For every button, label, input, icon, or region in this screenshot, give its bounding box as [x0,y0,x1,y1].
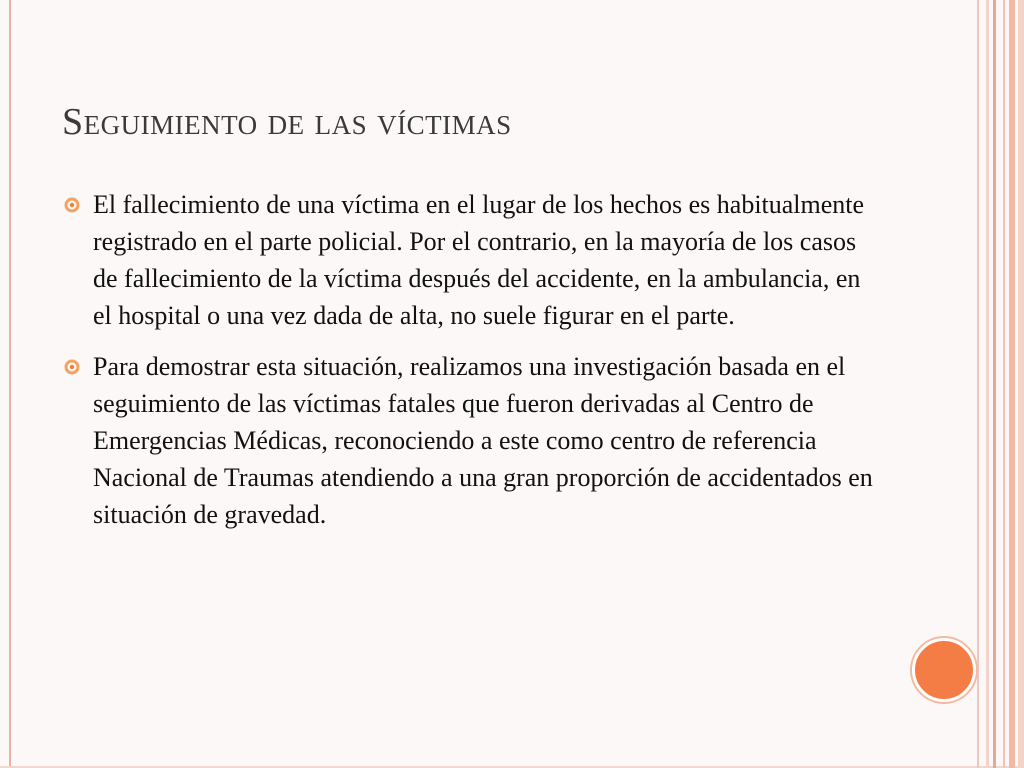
stripe [993,0,996,768]
bullet-text: Para demostrar esta situación, realizamos una investigación basada en el seguimiento de las víctimas fatales que fueron derivadas al Centro de Emergencias Médicas, reconociendo a este como centro de referencia Nacional de Traumas atendiendo a una gran proporción de accidentados en situación de gravedad. [93,352,873,529]
bullet-list [62,186,882,547]
left-border-line [9,0,11,768]
orange-circle-icon [912,638,976,702]
stripe [1009,0,1015,768]
stripe [986,0,989,768]
bullet-item [62,348,882,533]
slide-title: Seguimiento de las víctimas [62,101,512,143]
bullet-item [62,186,882,334]
ring-bullet-icon [64,197,80,213]
bullet-text: El fallecimiento de una víctima en el lugar de los hechos es habitualmente registrado en el parte policial. Por el contrario, en la mayoría de los casos de fallecimiento de la víctima después del accidente, en la ambulancia, en el hospital o una vez dada de alta, no suele figurar en el parte. [93,190,865,330]
stripe [1003,0,1005,768]
stripe [1018,0,1024,768]
ring-bullet-icon [64,359,80,375]
stripe [977,0,979,768]
